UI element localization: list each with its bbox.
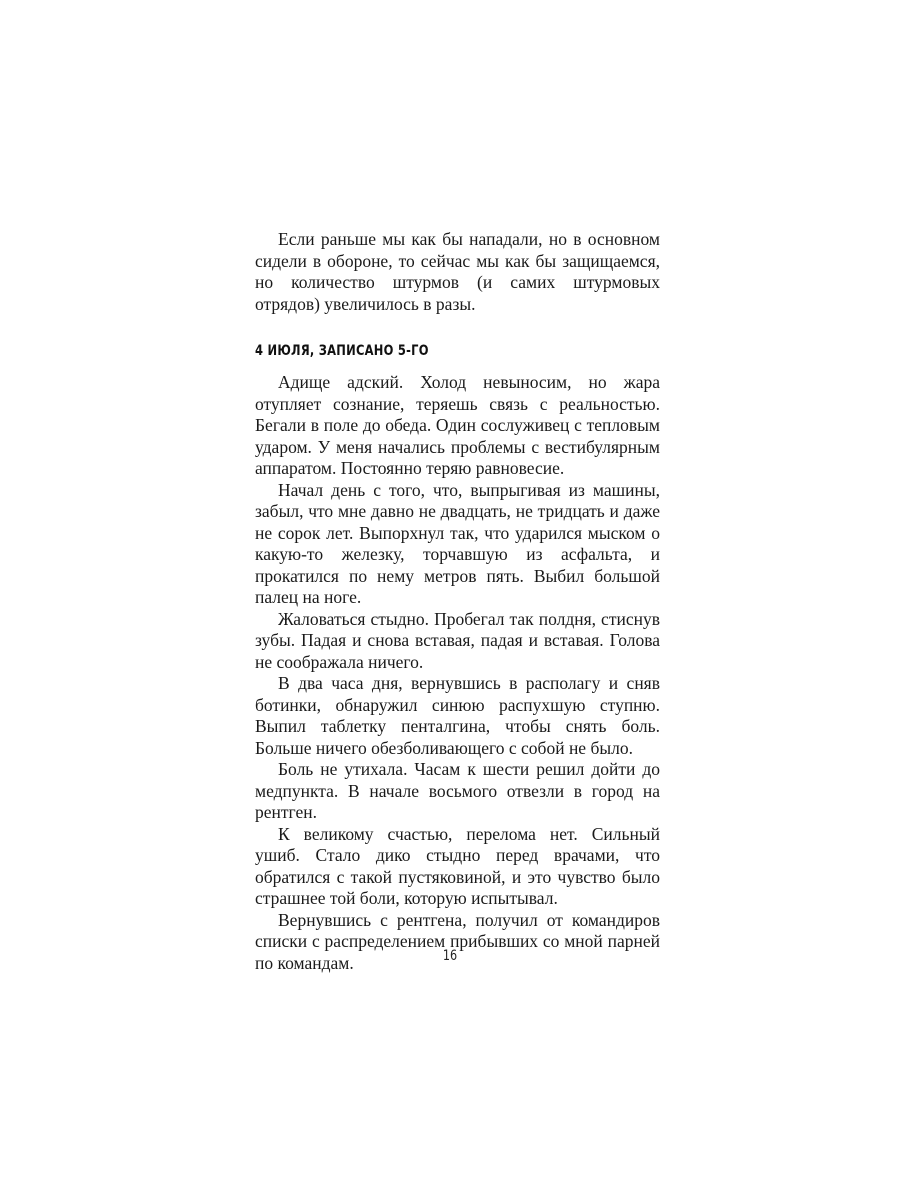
paragraph-7: Вернувшись с рентгена, получил от командиров списки с распределением прибывших со мной парней по командам. <box>255 909 660 973</box>
paragraph-6: К великому счастью, перелома нет. Сильный ушиб. Стало дико стыдно перед врачами, что обратился с такой пустяковиной, и это чувство было страшнее той боли, которую испытывал. <box>255 823 660 908</box>
paragraph-1: Адище адский. Холод невыносим, но жара отупляет сознание, теряешь связь с реальностью. Бегали в поле до обеда. Один сослуживец с тепловым ударом. У меня начались проблемы с вестибулярным аппаратом. Постоянно теряю равновесие. <box>255 372 660 478</box>
paragraph-2: Начал день с того, что, выпрыгивая из машины, забыл, что мне давно не двадцать, не тридцать и даже не сорок лет. Выпорхнул так, что ударился мыском о какую-то железку, торчавшую из асфальта, и прокатился по нему метров пять. Выбил большой палец на ноге. <box>255 479 660 607</box>
entry-text <box>255 372 660 974</box>
paragraph-5: Боль не утихала. Часам к шести решил дойти до медпункта. В начале восьмого отвезли в город на рентген. <box>255 759 660 822</box>
paragraph-3: Жаловаться стыдно. Пробегал так полдня, стиснув зубы. Падая и снова вставая, падая и вставая. Голова не соображала ничего. <box>255 608 660 672</box>
entry-heading: 4 ИЮЛЯ, ЗАПИСАНО 5-ГО <box>255 343 429 359</box>
intro-text <box>255 229 660 315</box>
paragraph-4: В два часа дня, вернувшись в располагу и сняв ботинки, обнаружил синюю распухшую ступню. Выпил таблетку пенталгина, чтобы снять боль. Больше ничего обезболивающего с собой не было. <box>255 673 660 758</box>
intro-paragraph: Если раньше мы как бы нападали, но в основном сидели в обороне, то сейчас мы как бы защищаемся, но количество штурмов (и самих штурмовых отрядов) увеличилось в разы. <box>255 229 660 314</box>
page-number: 16 <box>442 948 458 964</box>
